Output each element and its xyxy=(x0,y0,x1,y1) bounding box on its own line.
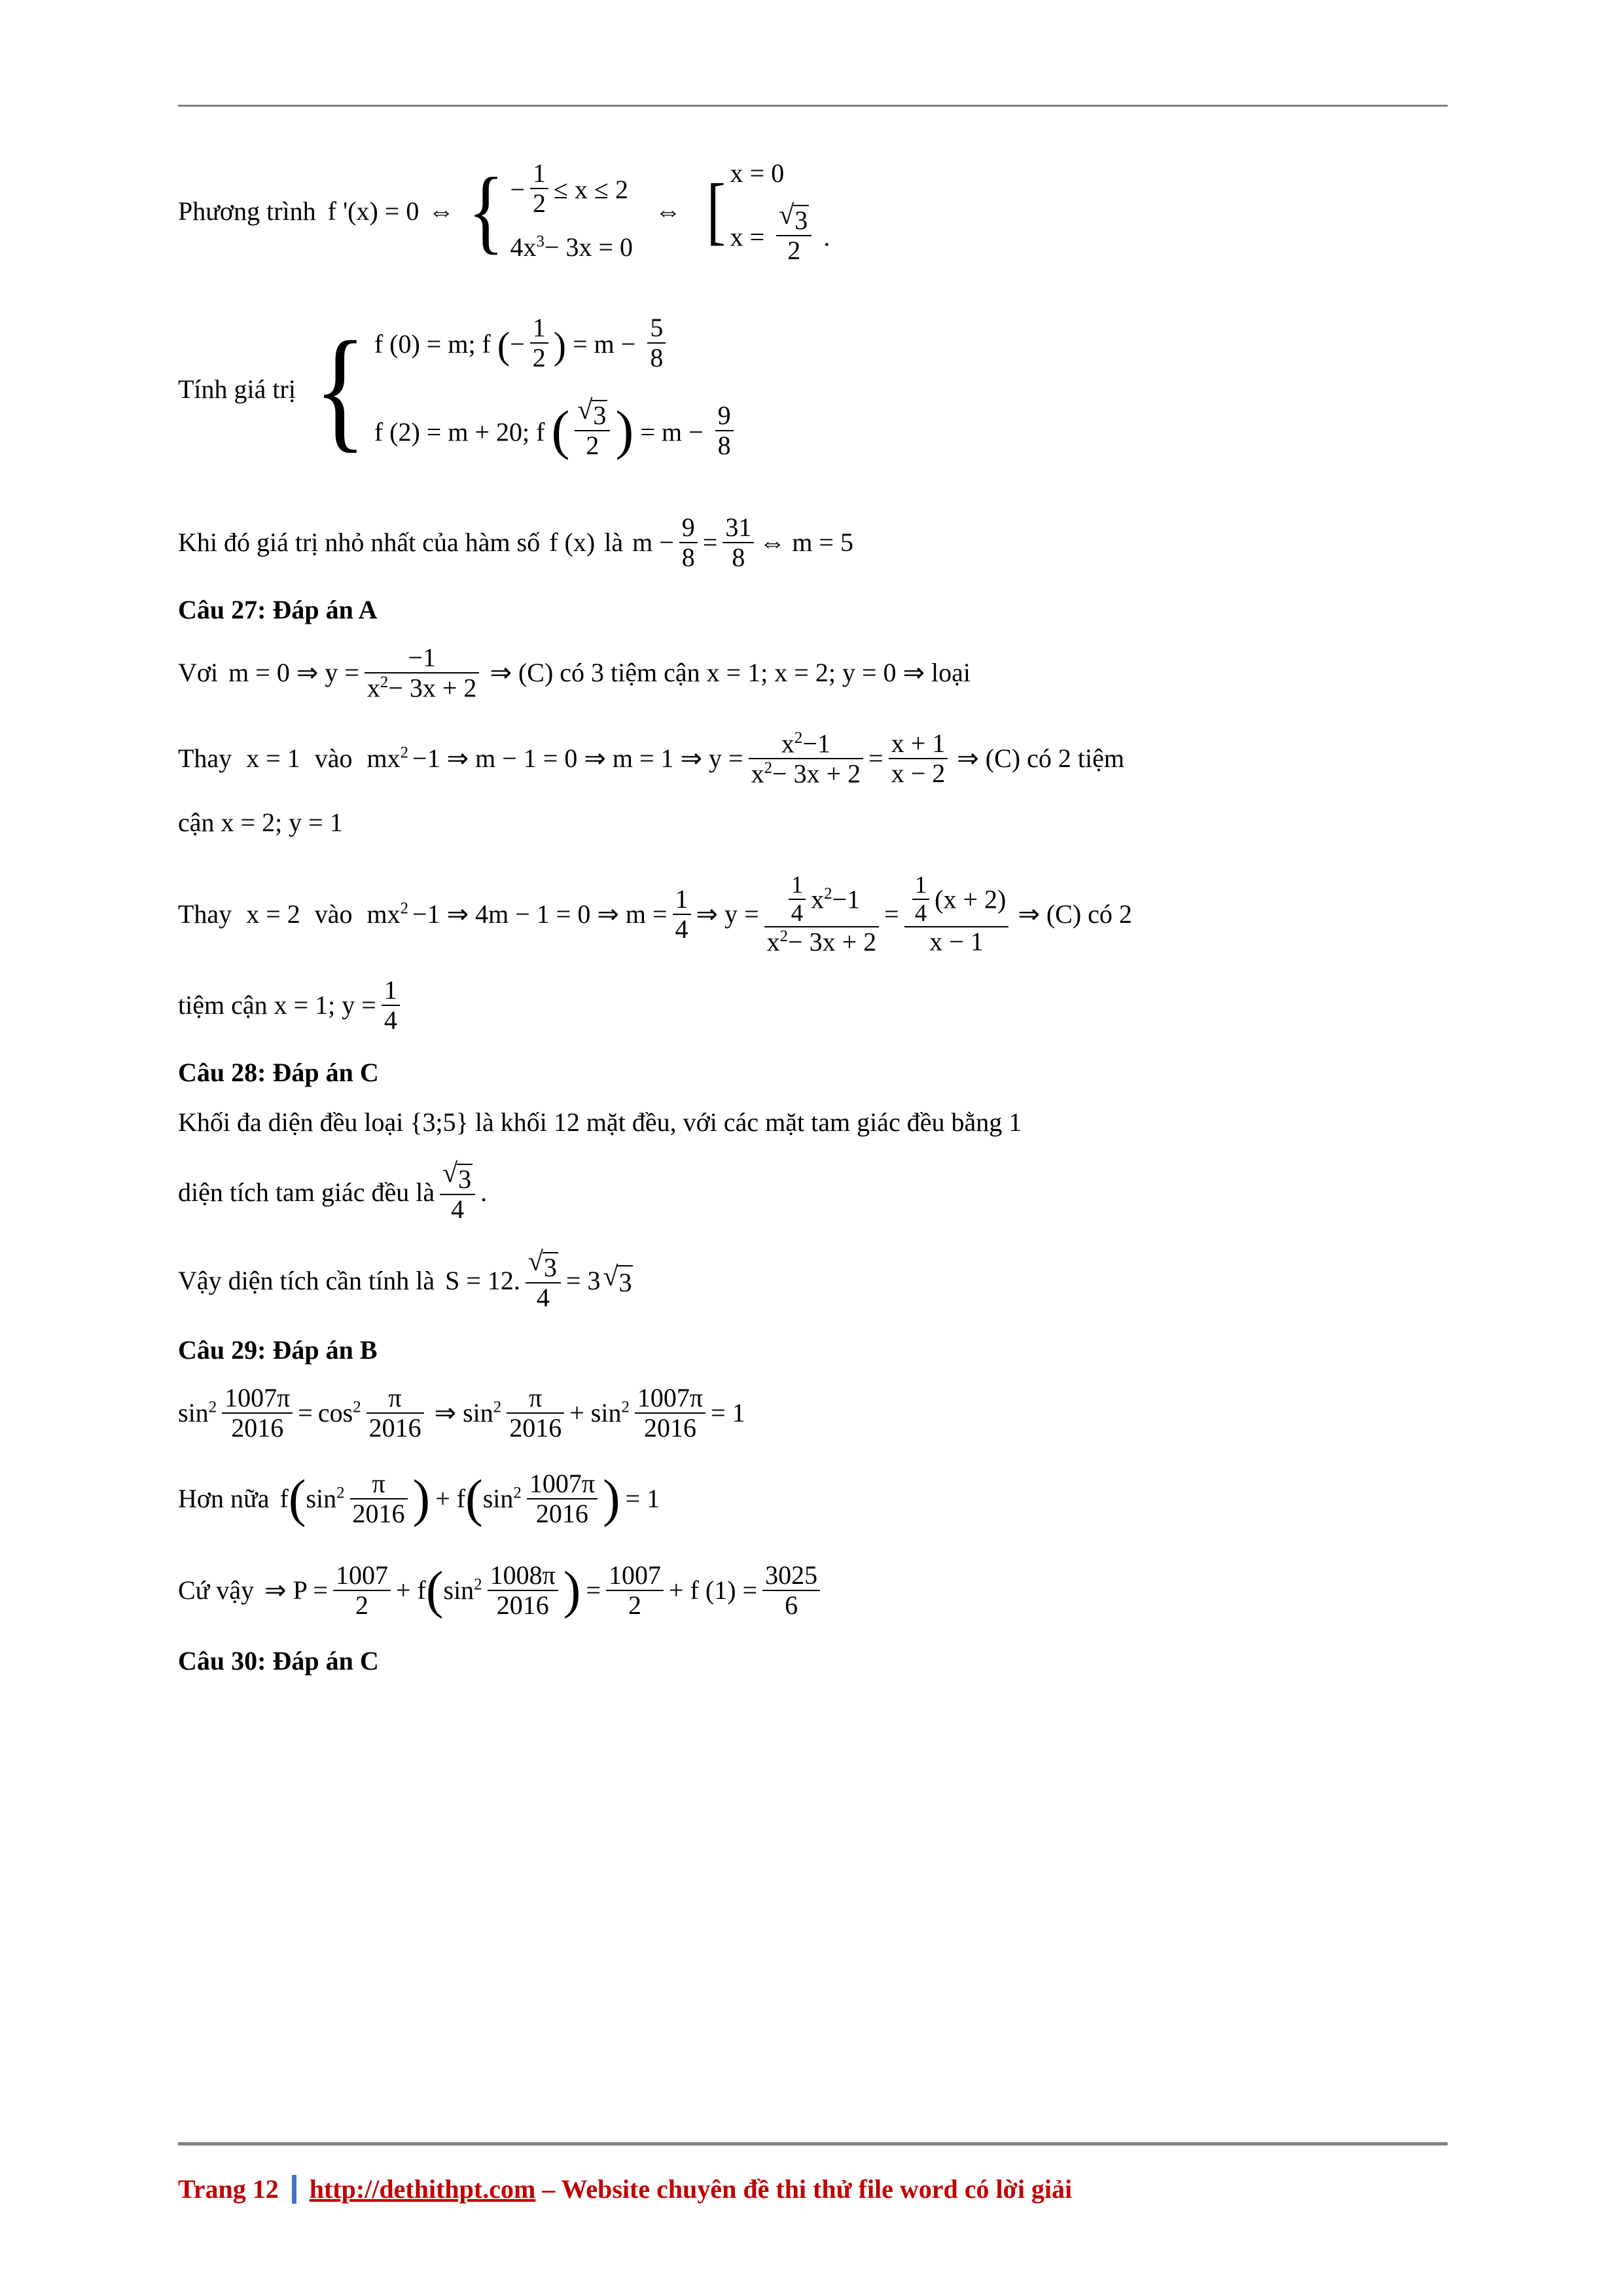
frac-5-8: $\frac{5}{8}$ xyxy=(647,314,666,372)
q29-r2-f: f xyxy=(279,1483,289,1513)
q29-r3-eq-1: = xyxy=(586,1575,601,1605)
footer-divider xyxy=(292,2175,296,2204)
q27-frac-6: $\frac{1}{4}$ xyxy=(382,976,400,1035)
q27-frac-5: $\frac{1}{4}$ (x + 2) x − 1 xyxy=(904,872,1009,956)
result-row-2-lead: x = xyxy=(730,222,765,252)
q29-sin-1: $\sin^2$ xyxy=(178,1397,217,1427)
q29-r2-sin-2: $\sin^2$ xyxy=(482,1483,522,1513)
q29-frac-3: $\frac{\pi}{2016}$ xyxy=(507,1384,564,1443)
label-phuong-trinh: Phương trình xyxy=(178,196,316,226)
footer-link[interactable]: http://dethithpt.com xyxy=(309,2174,536,2204)
q28-row-3 xyxy=(178,1250,1461,1312)
q28-r3-s12: S = 12. xyxy=(445,1266,520,1296)
value-row-1: f (0) = m; f (− $\frac{1}{2}$ ) = m − $\frac{5}{8}$ xyxy=(374,302,739,384)
q29-sin-2: $\sin^2$ xyxy=(463,1397,502,1427)
iff-symbol-2: ⇔ xyxy=(655,196,682,226)
bracket-left: [ xyxy=(706,169,726,253)
inner-frac-1-4-b: $\frac{1}{4}$ xyxy=(912,872,929,926)
value-row-1-tail: = m − xyxy=(573,329,636,359)
value-row-2-tail: = m − xyxy=(640,417,704,447)
page-number: Trang 12 xyxy=(178,2174,279,2204)
q29-frac-1: $\frac{1007\pi}{2016}$ xyxy=(222,1384,293,1443)
system-row-1: − $\frac{1}{2}$ ≤ x ≤ 2 xyxy=(510,158,628,218)
q27-r4-y: ⇒ y = xyxy=(696,899,759,929)
q27-r2-x1: x = 1 xyxy=(246,743,300,773)
q29-frac-2: $\frac{\pi}{2016}$ xyxy=(366,1384,424,1443)
q27-r2-tail: ⇒ (C) có 2 tiệm xyxy=(957,743,1124,773)
q28-r2-dot: . xyxy=(480,1177,488,1208)
q29-sin-3: $\sin^2$ xyxy=(590,1397,630,1427)
q28-frac-sqrt3-4: √ $\frac{3}{4}$ xyxy=(440,1161,475,1223)
q27-frac-2: $\frac{x^2-1}{x^2- 3x + 2}$ xyxy=(749,729,864,789)
sqrt-3: √ 3 xyxy=(779,203,809,235)
sqrt-3-e: √ 3 xyxy=(603,1263,633,1299)
frac-sqrt3-2: √ $\frac{3}{2}$ xyxy=(776,203,812,265)
q28-r2-text: diện tích tam giác đều là xyxy=(178,1177,435,1208)
exp-3: 3 xyxy=(536,232,544,251)
q28-row-1: Khối đa diện đều loại {3;5} là khối 12 mặt đều, với các mặt tam giác đều bằng 1 xyxy=(178,1107,1022,1138)
q27-r2-mx: $mx^2$ xyxy=(366,743,409,773)
q29-cos-1: $\cos^2$ xyxy=(317,1397,361,1427)
value-row-1-lead: f (0) = m; f xyxy=(374,329,491,359)
q27-row-2 xyxy=(178,729,1461,789)
result-row-1: x = 0 xyxy=(730,158,785,188)
brace-left-values: { xyxy=(313,314,366,465)
q29-paren-close-3: ) xyxy=(563,1561,581,1619)
footer-rule xyxy=(178,2142,1448,2145)
min-value-text: Khi đó giá trị nhỏ nhất của hàm số xyxy=(178,528,541,558)
q29-frac-5: $\frac{\pi}{2016}$ xyxy=(350,1469,408,1528)
q29-row-2 xyxy=(178,1466,1461,1532)
q28-frac-sqrt3-4-b: √ $\frac{3}{4}$ xyxy=(526,1250,561,1312)
period-1: . xyxy=(823,222,830,252)
system-values xyxy=(308,302,739,476)
q29-r2-eq: = 1 xyxy=(625,1483,660,1513)
inner-frac-1-4-a: $\frac{1}{4}$ xyxy=(789,872,806,926)
q29-eq-2: = 1 xyxy=(711,1397,745,1427)
q29-frac-7: $\frac{1007}{2}$ xyxy=(333,1561,391,1620)
q29-r3-lead: Cứ vậy xyxy=(178,1575,255,1605)
q27-frac-3: $\frac{x + 1}{x - 2}$ xyxy=(889,729,948,788)
q27-row-1 xyxy=(178,643,1461,702)
answer-heading-30: Câu 30: Đáp án C xyxy=(178,1645,379,1676)
footer-text: – Website chuyên đề thi thử file word có lời giải xyxy=(535,2174,1073,2204)
answer-heading-27: Câu 27: Đáp án A xyxy=(178,595,378,625)
label-tinh-gia-tri: Tính giá trị xyxy=(178,374,296,404)
sqrt-3-c: √ 3 xyxy=(442,1161,473,1193)
q29-paren-open-1: ( xyxy=(288,1469,306,1528)
answer-heading-28: Câu 28: Đáp án C xyxy=(178,1058,379,1088)
q27-r1-tail: ⇒ (C) có 3 tiệm cận x = 1; x = 2; y = 0 ⇒ loại xyxy=(490,658,971,688)
q29-plus-1: + xyxy=(569,1397,584,1427)
paren-open-1: ( xyxy=(497,324,510,367)
paren-close-2: ) xyxy=(615,400,634,461)
document-body xyxy=(178,151,1461,1676)
q29-paren-close-2: ) xyxy=(603,1469,620,1528)
brace-left: { xyxy=(468,158,505,263)
q27-r4-mx: $mx^2$ xyxy=(366,899,409,929)
q27-r4-thay: Thay xyxy=(178,899,232,929)
sqrt-3-b: √ 3 xyxy=(577,398,607,430)
system-row-2 xyxy=(510,224,633,270)
paren-open-2: ( xyxy=(551,400,570,461)
m-minus: m − xyxy=(632,528,674,558)
q27-r5-text: tiệm cận x = 1; y = xyxy=(178,990,376,1020)
q27-r1-m0: m = 0 ⇒ y = xyxy=(228,658,359,688)
q27-r1-voi: Vơi xyxy=(178,658,219,688)
frac-sqrt3-2-b: √ $\frac{3}{2}$ xyxy=(575,398,610,460)
iff-symbol-1: ⇔ xyxy=(428,196,455,226)
q29-row-1 xyxy=(178,1384,1461,1443)
q28-r3-eq: = 3 xyxy=(565,1266,601,1296)
q27-r4-vao: vào xyxy=(314,899,353,929)
q29-row-3 xyxy=(178,1558,1461,1623)
q29-frac-10: $\frac{3025}{6}$ xyxy=(762,1561,820,1620)
min-value-row xyxy=(178,513,1461,572)
q29-frac-4: $\frac{1007\pi}{2016}$ xyxy=(635,1384,705,1443)
header-rule xyxy=(178,105,1448,107)
q29-frac-9: $\frac{1007}{2}$ xyxy=(606,1561,664,1620)
q29-paren-open-3: ( xyxy=(425,1561,444,1619)
q27-r2-thay: Thay xyxy=(178,743,232,773)
footer xyxy=(178,2174,1448,2204)
equation-fprime-row xyxy=(178,151,1461,272)
q27-frac-1: $\frac{-1}{x^2- 3x + 2}$ xyxy=(365,643,480,702)
frac-1-2-b: $\frac{1}{2}$ xyxy=(530,314,548,372)
q27-r2-vao: vào xyxy=(314,743,353,773)
q28-row-2 xyxy=(178,1161,1461,1223)
q27-frac-quarter: $\frac{1}{4}$ xyxy=(673,885,691,944)
q29-r3-f1: + f (1) = xyxy=(669,1575,758,1605)
q29-eq-1: = xyxy=(298,1397,313,1427)
q29-paren-open-2: ( xyxy=(465,1469,483,1528)
cond2-tail: − 3x = 0 xyxy=(544,232,633,262)
q27-r4-tail: ⇒ (C) có 2 xyxy=(1018,899,1132,929)
q29-r2-lead: Hơn nữa xyxy=(178,1483,270,1513)
la-word: là xyxy=(604,528,624,558)
frac-one-half: $\frac{1}{2}$ xyxy=(530,159,548,218)
q29-implies-1: ⇒ xyxy=(434,1397,457,1427)
equation-values-row xyxy=(178,302,1461,476)
fx-expr: f (x) xyxy=(549,528,596,558)
q27-row-4 xyxy=(178,872,1461,956)
q27-r4-chain: −1 ⇒ 4m − 1 = 0 ⇒ m = xyxy=(412,899,668,929)
q27-row-3: cận x = 2; y = 1 xyxy=(178,808,343,838)
q28-r3-lead: Vậy diện tích cần tính là xyxy=(178,1266,435,1296)
q29-frac-8: $\frac{1008\pi}{2016}$ xyxy=(488,1561,558,1620)
q27-r4-eq: = xyxy=(884,899,899,929)
system-condition xyxy=(463,152,633,270)
cond2-lead: 4x xyxy=(510,232,537,262)
frac-9-8-b: $\frac{9}{8}$ xyxy=(679,513,698,572)
system-results xyxy=(704,151,830,272)
paren-close-1: ) xyxy=(553,324,567,367)
m-equals-5: ⇔ m = 5 xyxy=(759,528,853,558)
q29-paren-close-1: ) xyxy=(412,1469,431,1528)
frac-31-8: $\frac{31}{8}$ xyxy=(722,513,754,572)
q27-r4-x2: x = 2 xyxy=(246,899,300,929)
cond1-text: ≤ x ≤ 2 xyxy=(554,174,628,204)
result-row-2 xyxy=(730,196,830,272)
value-row-2 xyxy=(374,384,739,476)
q27-row-5 xyxy=(178,976,1461,1035)
q29-r2-plus-f: + f xyxy=(435,1483,466,1513)
equals-1: = xyxy=(702,528,718,558)
q27-frac-4: $\frac{1}{4}$ $x^2-1$ $x^2- 3x + 2$ xyxy=(764,872,880,956)
q29-r3-plus-f: + f xyxy=(395,1575,426,1605)
q27-r2-eq: = xyxy=(868,743,883,773)
q29-frac-6: $\frac{1007\pi}{2016}$ xyxy=(527,1469,597,1528)
q29-r2-sin-1: $\sin^2$ xyxy=(306,1483,345,1513)
q29-r3-sin: $\sin^2$ xyxy=(443,1575,482,1605)
q29-r3-p: ⇒ P = xyxy=(264,1575,328,1605)
q27-r2-chain: −1 ⇒ m − 1 = 0 ⇒ m = 1 ⇒ y = xyxy=(412,743,743,773)
sqrt-3-d: √ 3 xyxy=(528,1250,558,1282)
frac-9-8: $\frac{9}{8}$ xyxy=(715,401,734,460)
answer-heading-29: Câu 29: Đáp án B xyxy=(178,1335,378,1365)
value-row-2-lead: f (2) = m + 20; f xyxy=(374,417,545,447)
fprime-expr: f '(x) = 0 xyxy=(327,196,419,226)
